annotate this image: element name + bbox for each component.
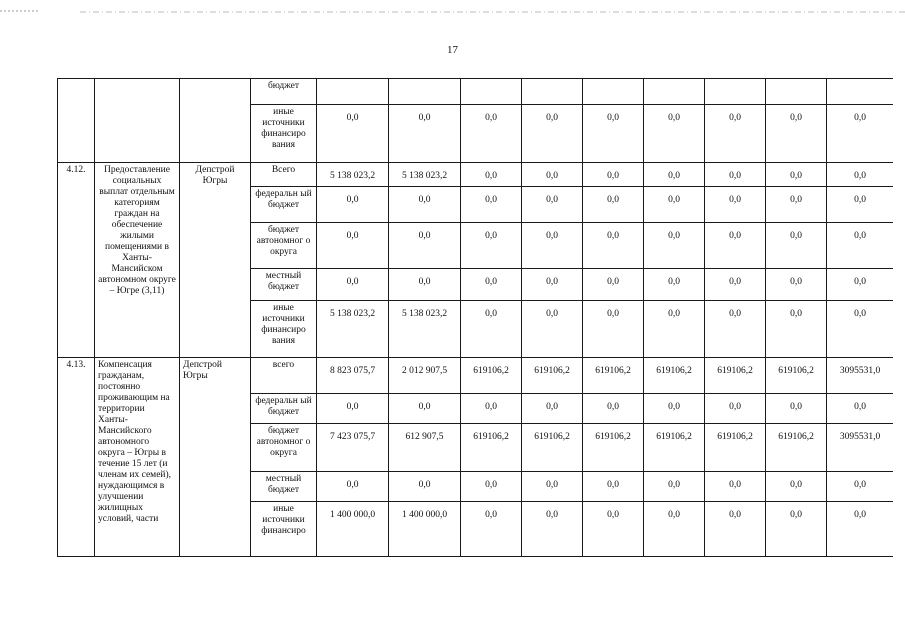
- value-cell: 0,0: [766, 163, 827, 187]
- funding-source: местный бюджет: [251, 269, 317, 301]
- value-cell: 0,0: [389, 105, 461, 163]
- value-cell: 0,0: [827, 105, 894, 163]
- value-cell: 0,0: [644, 472, 705, 502]
- value-cell: [827, 79, 894, 105]
- value-cell: 619106,2: [461, 358, 522, 394]
- value-cell: 0,0: [389, 394, 461, 424]
- funding-source: местный бюджет: [251, 472, 317, 502]
- value-cell: 7 423 075,7: [317, 424, 389, 472]
- value-cell: 619106,2: [461, 424, 522, 472]
- value-cell: 619106,2: [644, 424, 705, 472]
- value-cell: 0,0: [583, 394, 644, 424]
- value-cell: 0,0: [827, 269, 894, 301]
- value-cell: 0,0: [583, 472, 644, 502]
- value-cell: 0,0: [389, 269, 461, 301]
- measure-name: [95, 79, 180, 163]
- value-cell: 0,0: [644, 502, 705, 557]
- table-row: [58, 358, 894, 394]
- row-index: [58, 79, 95, 163]
- value-cell: 0,0: [705, 472, 766, 502]
- value-cell: 619106,2: [644, 358, 705, 394]
- value-cell: 1 400 000,0: [389, 502, 461, 557]
- value-cell: 0,0: [522, 472, 583, 502]
- funding-source: всего: [251, 358, 317, 394]
- value-cell: 0,0: [317, 394, 389, 424]
- row-index: 4.13.: [58, 358, 95, 557]
- value-cell: 0,0: [827, 163, 894, 187]
- measure-name: Компенсация гражданам, постоянно проживающим на территории Ханты-Мансийского автономного округа – Югры в течение 15 лет (и членам их семей), нуждающимся в улучшении жилищных условий, части: [95, 358, 180, 557]
- value-cell: 0,0: [461, 394, 522, 424]
- executor: Депстрой Югры: [180, 163, 251, 358]
- value-cell: 0,0: [705, 301, 766, 358]
- value-cell: 0,0: [461, 502, 522, 557]
- funding-source: Всего: [251, 163, 317, 187]
- value-cell: 619106,2: [705, 358, 766, 394]
- page-number: 17: [447, 44, 458, 56]
- value-cell: 0,0: [827, 472, 894, 502]
- value-cell: 0,0: [766, 472, 827, 502]
- value-cell: 0,0: [522, 223, 583, 269]
- value-cell: 0,0: [766, 394, 827, 424]
- value-cell: 0,0: [705, 163, 766, 187]
- value-cell: 0,0: [705, 502, 766, 557]
- value-cell: 5 138 023,2: [389, 163, 461, 187]
- value-cell: 619106,2: [583, 424, 644, 472]
- value-cell: 0,0: [827, 301, 894, 358]
- value-cell: [583, 79, 644, 105]
- value-cell: 0,0: [461, 163, 522, 187]
- funding-source: иные источники финансиро вания: [251, 301, 317, 358]
- value-cell: [461, 79, 522, 105]
- value-cell: 0,0: [705, 223, 766, 269]
- value-cell: 0,0: [827, 187, 894, 223]
- value-cell: 0,0: [522, 301, 583, 358]
- budget-table: [57, 78, 893, 557]
- value-cell: 0,0: [389, 187, 461, 223]
- budget-table-container: [57, 78, 893, 578]
- value-cell: 0,0: [461, 301, 522, 358]
- value-cell: 8 823 075,7: [317, 358, 389, 394]
- value-cell: 1 400 000,0: [317, 502, 389, 557]
- value-cell: [644, 79, 705, 105]
- row-index: 4.12.: [58, 163, 95, 358]
- value-cell: 0,0: [705, 269, 766, 301]
- value-cell: 619106,2: [583, 358, 644, 394]
- value-cell: 5 138 023,2: [317, 301, 389, 358]
- value-cell: [389, 79, 461, 105]
- value-cell: 619106,2: [766, 358, 827, 394]
- value-cell: 0,0: [766, 223, 827, 269]
- funding-source: бюджет автономног о округа: [251, 424, 317, 472]
- value-cell: 0,0: [461, 269, 522, 301]
- funding-source: бюджет автономног о округа: [251, 223, 317, 269]
- value-cell: 619106,2: [766, 424, 827, 472]
- value-cell: 0,0: [583, 223, 644, 269]
- funding-source: федеральн ый бюджет: [251, 394, 317, 424]
- value-cell: 0,0: [644, 105, 705, 163]
- value-cell: [522, 79, 583, 105]
- value-cell: 0,0: [461, 223, 522, 269]
- value-cell: 3095531,0: [827, 358, 894, 394]
- value-cell: 0,0: [705, 394, 766, 424]
- value-cell: 5 138 023,2: [389, 301, 461, 358]
- executor: Депстрой Югры: [180, 358, 251, 557]
- funding-source: бюджет: [251, 79, 317, 105]
- value-cell: 0,0: [317, 187, 389, 223]
- value-cell: 0,0: [644, 223, 705, 269]
- table-row: [58, 79, 894, 105]
- value-cell: [317, 79, 389, 105]
- value-cell: [766, 79, 827, 105]
- value-cell: 3095531,0: [827, 424, 894, 472]
- executor: [180, 79, 251, 163]
- value-cell: 0,0: [317, 472, 389, 502]
- value-cell: 0,0: [766, 105, 827, 163]
- value-cell: 0,0: [644, 163, 705, 187]
- value-cell: 0,0: [317, 223, 389, 269]
- value-cell: 0,0: [522, 502, 583, 557]
- scan-noise-line: [0, 8, 905, 14]
- value-cell: 0,0: [389, 223, 461, 269]
- value-cell: 0,0: [583, 187, 644, 223]
- value-cell: 0,0: [317, 105, 389, 163]
- value-cell: 0,0: [522, 187, 583, 223]
- value-cell: 0,0: [522, 269, 583, 301]
- value-cell: 0,0: [461, 187, 522, 223]
- value-cell: 0,0: [827, 394, 894, 424]
- value-cell: 0,0: [644, 187, 705, 223]
- funding-source: иные источники финансиро: [251, 502, 317, 557]
- table-row: [58, 163, 894, 187]
- value-cell: 0,0: [705, 187, 766, 223]
- value-cell: 0,0: [583, 502, 644, 557]
- value-cell: 0,0: [583, 105, 644, 163]
- value-cell: 612 907,5: [389, 424, 461, 472]
- value-cell: 2 012 907,5: [389, 358, 461, 394]
- value-cell: 0,0: [766, 301, 827, 358]
- value-cell: 0,0: [766, 269, 827, 301]
- value-cell: 619106,2: [522, 358, 583, 394]
- value-cell: 619106,2: [522, 424, 583, 472]
- value-cell: 0,0: [766, 502, 827, 557]
- value-cell: 0,0: [766, 187, 827, 223]
- value-cell: 0,0: [644, 301, 705, 358]
- value-cell: 0,0: [389, 472, 461, 502]
- funding-source: иные источники финансиро вания: [251, 105, 317, 163]
- value-cell: [705, 79, 766, 105]
- funding-source: федеральн ый бюджет: [251, 187, 317, 223]
- value-cell: 0,0: [522, 163, 583, 187]
- value-cell: 0,0: [522, 394, 583, 424]
- value-cell: 0,0: [827, 223, 894, 269]
- value-cell: 0,0: [705, 105, 766, 163]
- value-cell: 0,0: [461, 105, 522, 163]
- value-cell: 0,0: [317, 269, 389, 301]
- value-cell: 0,0: [583, 301, 644, 358]
- value-cell: 5 138 023,2: [317, 163, 389, 187]
- value-cell: 0,0: [827, 502, 894, 557]
- value-cell: 0,0: [461, 472, 522, 502]
- value-cell: 0,0: [522, 105, 583, 163]
- value-cell: 0,0: [583, 163, 644, 187]
- value-cell: 0,0: [644, 269, 705, 301]
- value-cell: 619106,2: [705, 424, 766, 472]
- value-cell: 0,0: [583, 269, 644, 301]
- value-cell: 0,0: [644, 394, 705, 424]
- measure-name: Предоставление социальных выплат отдельным категориям граждан на обеспечение жилыми помещениями в Ханты-Мансийском автономном округе – Югре (3,11): [95, 163, 180, 358]
